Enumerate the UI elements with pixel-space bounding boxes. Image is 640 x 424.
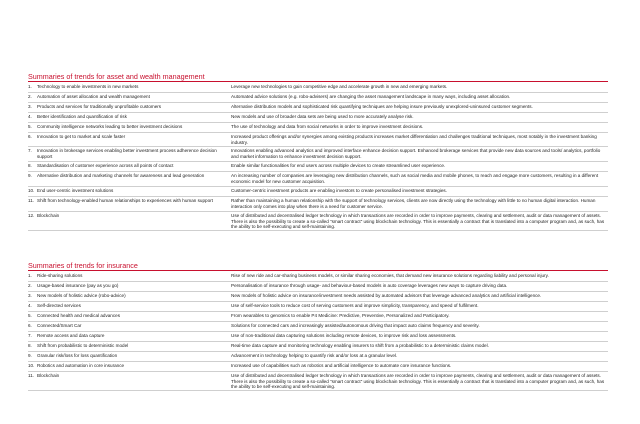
row-number: 6. — [28, 134, 32, 140]
trend-name: Ride-sharing solutions — [37, 273, 83, 279]
trend-name: Automation of asset allocation and wealth management — [37, 94, 150, 100]
table-row — [28, 172, 608, 187]
table-row — [28, 197, 608, 212]
trend-name: Innovation to get to market and scale faster — [37, 134, 126, 140]
table-row — [28, 362, 608, 372]
table-row — [28, 312, 608, 322]
row-number: 9. — [28, 353, 32, 359]
trend-description: Leverage new technologies to gain competitive edge and accelerate growth in new and emerging markets. — [231, 84, 448, 90]
trend-description: Solutions for connected cars and increasingly assisted/autonomous driving that impact auto claims frequency and severity. — [231, 323, 480, 329]
trend-name: Standardisation of customer experience across all points of contact — [37, 163, 174, 169]
trend-description: Advancement in technology helping to quantify risk and/or loss at a granular level. — [231, 353, 398, 359]
table-row — [28, 282, 608, 292]
table-row — [28, 212, 608, 231]
trend-description: New models of holistic advice on insurance/investment needs assisted by automated advisors that leverage advanced analytics and artificial intelligence. — [231, 293, 542, 299]
trend-name: Products and services for traditionally unprofitable customers — [37, 104, 162, 110]
table-row — [28, 332, 608, 342]
asset-trends-table — [28, 83, 608, 231]
table-row — [28, 123, 608, 133]
trend-name: Better identification and quantification of risk — [37, 114, 127, 120]
trend-description: Personalisation of insurance through usage- and behaviour-based models in auto coverage leverages new ways to capture driving data. — [231, 283, 508, 289]
row-number: 1. — [28, 84, 32, 90]
row-number: 11. — [28, 198, 35, 204]
row-number: 8. — [28, 163, 32, 169]
table-row — [28, 272, 608, 282]
table-row — [28, 342, 608, 352]
trend-description: Use of self-service tools to reduce cost of serving customers and improve simplicity, transparency, and speed of fulfilment. — [231, 303, 479, 309]
trend-description: Real-time data capture and monitoring technology enabling insurers to shift from a probabilistic to a deterministic claims model. — [231, 343, 489, 349]
table-row — [28, 83, 608, 93]
trend-description: Use of distributed and decentralised ledger technology in which transactions are recorded in order to improve payments, clearing and settlement, audit or data management of assets. There is also the possibility to create a so-called “smart contract” using blockchain technology. This is essentially a contract that is translated into a computer program and, as such, has the ability to be self-executing and self-maintaining. — [231, 213, 605, 229]
trend-name: Robotics and automation in core insurance — [37, 363, 125, 369]
row-number: 7. — [28, 333, 32, 339]
trend-description: Rise of new ride and car-sharing business models, or similar sharing economies, that demand new insurance solutions regarding liability and personal injury. — [231, 273, 549, 279]
row-number: 3. — [28, 293, 32, 299]
row-number: 8. — [28, 343, 32, 349]
table-row — [28, 113, 608, 123]
trend-name: Community intelligence networks leading to better investment decisions — [37, 124, 183, 130]
trend-description: The use of technology and data from social networks in order to improve investment decisions. — [231, 124, 424, 130]
trend-name: Shift from technology-enabled human relationships to experiences with human support — [37, 198, 213, 204]
trend-name: Shift from probabilistic to deterministic model — [37, 343, 129, 349]
trend-name: Connected/Smart Car — [37, 323, 82, 329]
trend-name: Connected health and medical advances — [37, 313, 120, 319]
row-number: 12. — [28, 213, 35, 219]
trend-description: Enable similar functionalities for end users across multiple devices to create streamlined user experience. — [231, 163, 446, 169]
insurance-section-title: Summaries of trends for insurance — [28, 261, 608, 271]
trend-name: Remote access and data capture — [37, 333, 105, 339]
trend-description: Use of distributed and decentralised ledger technology in which transactions are recorded in order to improve payments, clearing and settlement, audit or data management of assets. There is also the possibility to create a so-called “smart contract” using blockchain technology. This is essentially a contract that is translated into a computer program and, as such, has the ability to be self-executing and self-maintaining. — [231, 373, 605, 389]
trend-description: Automated advice solutions (e.g. robo-advisers) are changing the asset management landscape in many ways, including asset allocation. — [231, 94, 511, 100]
trend-description: Use of non-traditional data capturing solutions including remote devices, to improve risk and loss assessments. — [231, 333, 457, 339]
insurance-section — [28, 261, 608, 391]
insurance-trends-table — [28, 272, 608, 391]
asset-section-title: Summaries of trends for asset and wealth management — [28, 72, 608, 82]
trend-description: Rather than maintaining a human relationship with the support of technology services, clients are now directly using the technology with little to no human digital interaction. Human interaction only comes into play when there is a need for customer service. — [231, 198, 596, 209]
trend-name: Usage-based insurance (pay as you go) — [37, 283, 119, 289]
trend-name: Blockchain — [37, 213, 60, 219]
trend-description: Innovations enabling advanced analytics and improved interface enhance decision support. Enhanced brokerage services that provide new data sources and tools/ analytics, portfolio and market information to enhance investment decision support. — [231, 148, 601, 159]
row-number: 5. — [28, 313, 32, 319]
asset-section — [28, 72, 608, 231]
trend-description: Increased use of capabilities such as robotics and artificial intelligence to automate core insurance functions. — [231, 363, 452, 369]
row-number: 4. — [28, 114, 32, 120]
trend-name: Innovation in brokerage services enabling better investment process adherence decision support — [37, 148, 217, 159]
row-number: 11. — [28, 373, 35, 379]
row-number: 3. — [28, 104, 32, 110]
trend-name: Alternative distribution and marketing channels for awareness and lead generation — [37, 173, 205, 179]
trend-name: Blockchain — [37, 373, 60, 379]
trend-description: Increased product offerings and/or synergies among existing products increases market differentiation and challenges traditional techniques, most notably in the investment banking industry. — [231, 134, 597, 145]
row-number: 10. — [28, 363, 35, 369]
row-number: 9. — [28, 173, 32, 179]
table-row — [28, 133, 608, 147]
table-row — [28, 372, 608, 391]
trend-description: New models and use of broader data sets are being used to more accurately analyse risk. — [231, 114, 414, 120]
row-number: 6. — [28, 323, 32, 329]
table-row — [28, 162, 608, 172]
row-number: 5. — [28, 124, 32, 130]
table-row — [28, 187, 608, 197]
table-row — [28, 322, 608, 332]
row-number: 2. — [28, 94, 32, 100]
row-number: 2. — [28, 283, 32, 289]
row-number: 10. — [28, 188, 35, 194]
row-number: 7. — [28, 148, 32, 154]
row-number: 1. — [28, 273, 32, 279]
trend-description: Customer-centric investment products are enabling investors to create personalised investment strategies. — [231, 188, 448, 194]
trend-description: Alternative distribution models and sophisticated risk quantifying techniques are helping insure previously unexplored-uninsured customer segments. — [231, 104, 533, 110]
table-row — [28, 103, 608, 113]
trend-name: End user-centric investment solutions — [37, 188, 114, 194]
trend-name: Self-directed services — [37, 303, 81, 309]
trend-description: An increasing number of companies are leveraging new distribution channels, such as social media and mobile phones, to reach and engage more customers, resulting in a different economic model for new customer acquisition. — [231, 173, 599, 184]
trend-name: New models of holistic advice (robo-advice) — [37, 293, 126, 299]
table-row — [28, 292, 608, 302]
trend-name: Granular risk/loss for loss quantification — [37, 353, 118, 359]
trend-name: Technology to enable investments in new markets — [37, 84, 139, 90]
trend-description: From wearables to genomics to enable P4 Medicine: Predictive, Preventive, Personalized and Participatory. — [231, 313, 450, 319]
table-row — [28, 302, 608, 312]
table-row — [28, 352, 608, 362]
row-number: 4. — [28, 303, 32, 309]
table-row — [28, 147, 608, 162]
table-row — [28, 93, 608, 103]
